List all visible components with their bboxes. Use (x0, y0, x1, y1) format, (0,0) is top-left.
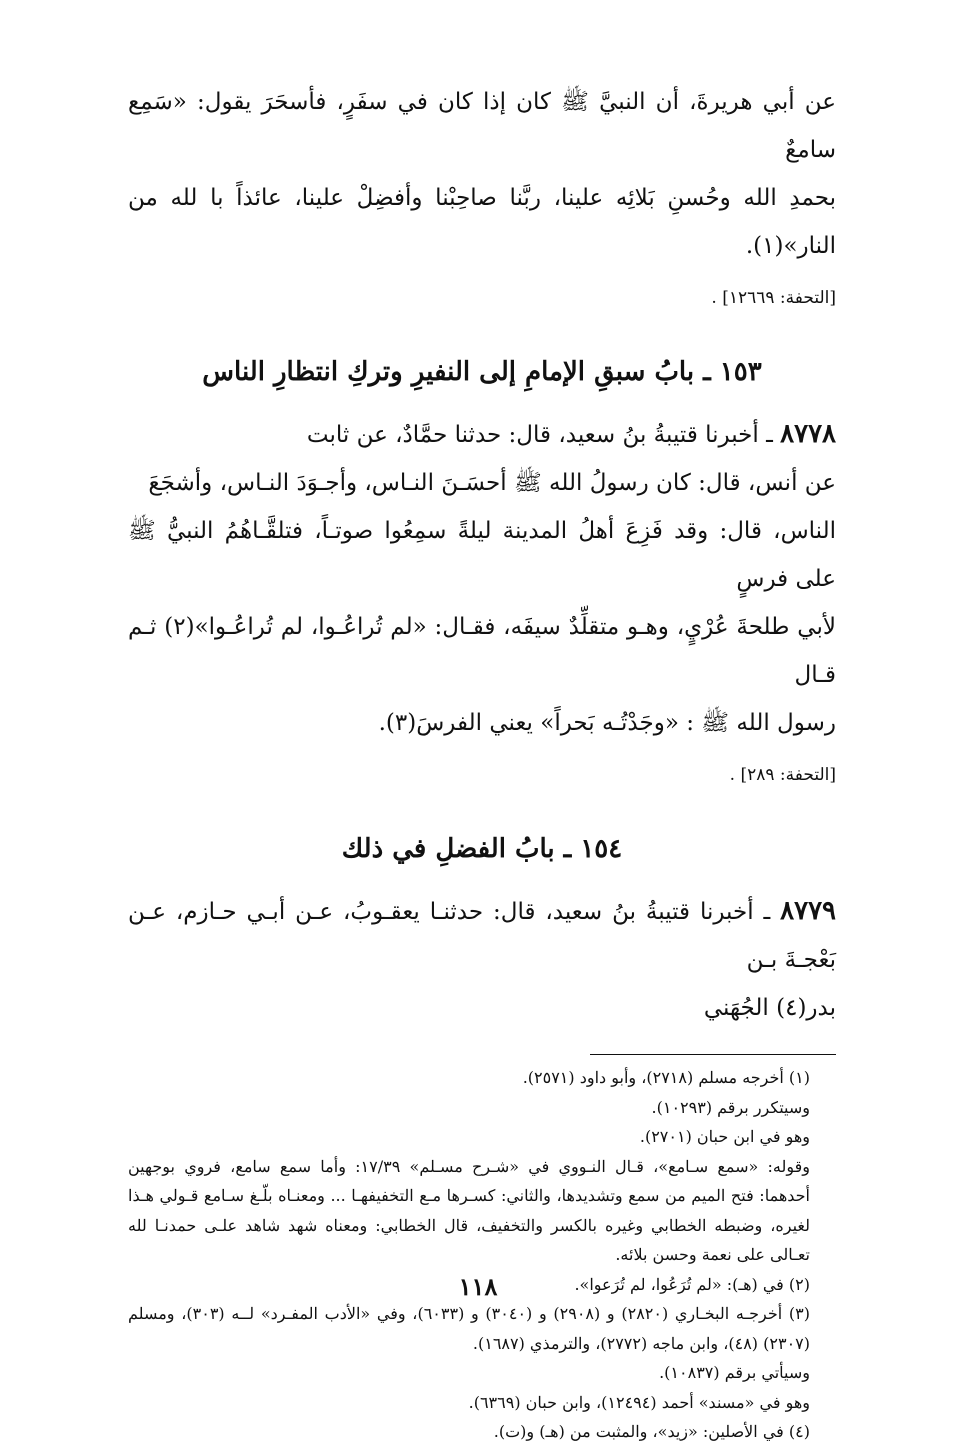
chapter-153 (128, 352, 836, 789)
footnote: وهو في «مسند» أحمد (١٢٤٩٤)، وابن حبان (٦٣٦٩). (468, 1392, 810, 1412)
chapter-heading: ١٥٤ ـ بابُ الفضلِ في ذلك (341, 834, 623, 864)
footnote: وسيأتي برقم (١٠٨٣٧). (659, 1363, 810, 1382)
footnote: وسيتكرر برقم (١٠٢٩٣). (651, 1097, 810, 1117)
isnad-text: ـ أخبرنا قتيبةُ بنُ سعيد، قال: حدثنـا يعقـوبُ، عـن أبـي حـازم، عـن بَعْجـةَ بـن (128, 899, 836, 973)
hadith-text-line: رسول الله ﷺ : «وجَدْتُـه بَحراً» يعني الفرسَ(٣). (378, 710, 836, 736)
isnad-continuation: بدر(٤) الجُهَني (703, 995, 836, 1021)
isnad-text: ـ أخبرنا قتيبةُ بنُ سعيد، قال: حدثنا حمَّادٌ، عن ثابت (306, 422, 773, 448)
page-number: ١١٨ (458, 1272, 498, 1301)
footnote-divider (590, 1054, 836, 1055)
footnote: (٢) في (هـ): «لم تُرَعُوا، لم تُرَعوا». (574, 1274, 810, 1294)
footnote: (٤) في الأصلين: «زيد»، والمثبت من (هـ) و(ت). (493, 1422, 810, 1441)
chapter-154 (128, 829, 836, 1032)
chapter-heading: ١٥٣ ـ بابُ سبقِ الإمامِ إلى النفيرِ وتركِ انتظارِ الناس (202, 357, 762, 387)
hadith-continuation (128, 78, 836, 312)
footnote: وقوله: «سمع سـامع»، قـال النـووي في «شـرح مسـلم» ١٧/٣٩: وأما سمع سامع، فروي بوجهين أحدهما: فتح الميم من سمع وتشديدها، والثاني: كسـرها مـع التخفيفهـا ... ومعنـاه بلّـغ سـامع قـولي هـذا لغيره، وضبطه الخطابي وغيره بالكسر والتخفيف، قال الخطابي: ومعناه شهد شاهد علـى حمدنـا لله تعـالى على نعمة وحسن بلائه. (128, 1156, 811, 1264)
tuhfa-reference: [التحفة: ٢٨٩] . (729, 765, 836, 785)
hadith-text-line: عن أبي هريرةَ، أن النبيَّ ﷺ كان إذا كان في سفَرٍ، فأسحَرَ يقول: «سَمِع سامعٌ (128, 89, 836, 163)
hadith-number: ٨٧٧٨ (780, 419, 836, 449)
hadith-number: ٨٧٧٩ (780, 896, 836, 926)
hadith-isnad (128, 887, 836, 984)
footnote: وهو في ابن حبان (٢٧٠١). (639, 1127, 810, 1146)
hadith-isnad (128, 410, 836, 459)
footnote: (١) أخرجه مسلم (٢٧١٨)، وأبو داود (٢٥٧١). (522, 1068, 810, 1087)
hadith-text-line: الناس، قال: وقد فَزِعَ أهلُ المدينة ليلةً سمِعُوا صوتـاً، فتلقَّـاهُمُ النبيُّ ﷺ على فرسٍ (128, 518, 836, 592)
book-page (128, 78, 836, 1447)
hadith-text-line: لأبي طلحةَ عُرْيٍ، وهـو متقلِّدٌ سيفَه، فقـال: «لم تُراعُـوا، لم تُراعُـوا»(٢) ثـم قـال (128, 614, 836, 688)
hadith-text-line: عن أنس، قال: كان رسولُ الله ﷺ أحسَـنَ النـاس، وأجـوَدَ النـاس، وأشجَعَ (148, 470, 836, 496)
hadith-text-line: بحمدِ الله وحُسنِ بَلائِه علينا، ربَّنا صاحِبْنا وأفضِلْ علينا، عائذاً با لله من النار»(١). (128, 185, 836, 259)
footnote: (٣) أخرجـه البخـاري (٢٨٢٠) و (٢٩٠٨) و (٣٠٤٠) و (٦٠٣٣)، وفي «الأدب المفـرد» لــه (٣٠٣)، ومسلم (٢٣٠٧) (٤٨)، وابن ماجه (٢٧٧٢)، والترمذي (١٦٨٧). (128, 1304, 810, 1353)
tuhfa-reference: [التحفة: ١٢٦٦٩] . (711, 288, 836, 308)
footnotes (128, 1063, 836, 1447)
